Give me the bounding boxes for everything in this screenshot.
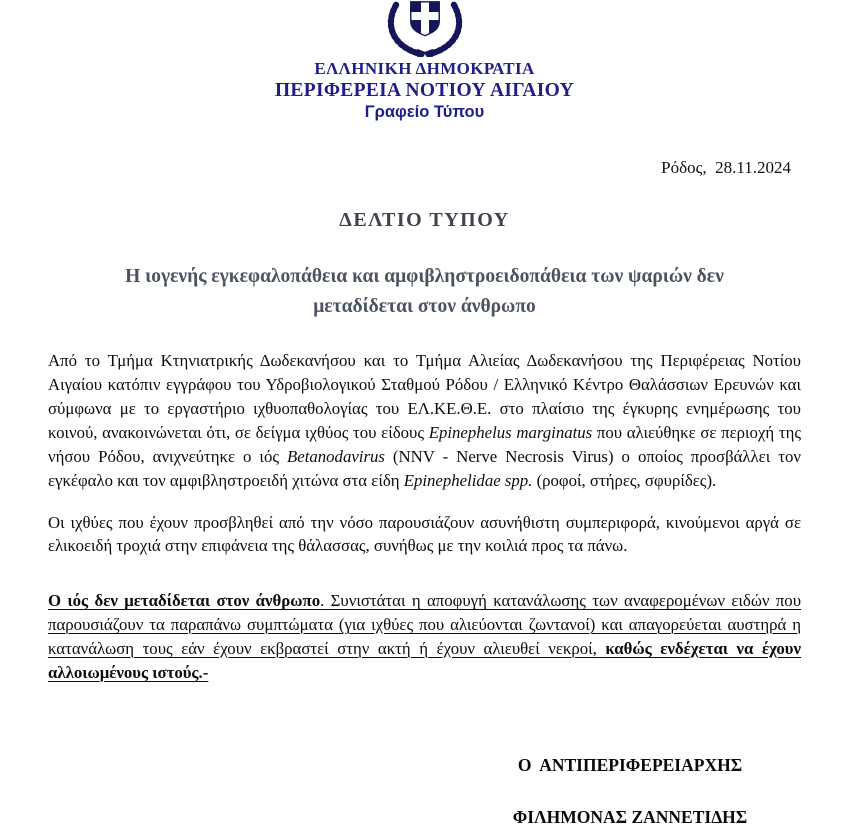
paragraph-announcement <box>48 349 801 492</box>
text-segment: . Συνιστάται η αποφυγή κατανάλωσης των αναφερομένων ειδών που παρουσιάζουν τα παραπάνω συμπτώματα (για ιχθύες που αλιεύονται ζωντανοί) και απαγορεύεται αυστηρά η κατανάλωση τους εάν έχουν εκβραστεί στην ακτή ή έχουν αλιευθεί νεκροί, <box>48 591 801 658</box>
text-segment: Από το Τμήμα Κτηνιατρικής Δωδεκανήσου και το Τμήμα Αλιείας Δωδεκανήσου της Περιφέρειας Νοτίου Αιγαίου κατόπιν εγγράφου του Υδροβιολογικού Σταθμού Ρόδου / Ελληνικό Κέντρο Θαλάσσιων Ερευνών και σύμφωνα με το εργαστήριο ιχθυοπαθολογίας του ΕΛ.ΚΕ.Θ.Ε. στο πλαίσιο της έγκυρης ενημέρωσης του κοινού, ανακοινώνεται ότι, σε δείγμα ιχθύος του είδους <box>48 351 801 442</box>
document-title: Η ιογενής εγκεφαλοπάθεια και αμφιβληστροειδοπάθεια των ψαριών δεν μεταδίδεται στον άνθρωπο <box>125 266 724 318</box>
signature-block <box>495 755 765 828</box>
letterhead <box>0 0 849 122</box>
paragraph-warning <box>48 589 801 684</box>
virus-name-betanodavirus: Betanodavirus <box>287 446 385 466</box>
closing-dash: .- <box>198 662 209 682</box>
warning-bold-tail: καθώς ενδέχεται να έχουν αλλοιωμένους ιστούς <box>48 638 802 682</box>
signature-name: ΦΙΛΗΜΟΝΑΣ ΖΑΝΝΕΤΙΔΗΣ <box>512 806 748 827</box>
press-release-label: ΔΕΛΤΙΟ ΤΥΠΟΥ <box>339 209 510 231</box>
text-segment: (ροφοί, στήρες, σφυρίδες). <box>532 470 717 490</box>
family-name-epinephelidae: Epinephelidae spp. <box>403 470 533 490</box>
warning-bold-lead: Ο ιός δεν μεταδίδεται στον άνθρωπο <box>48 591 321 611</box>
greek-coat-of-arms-icon <box>368 0 482 57</box>
paragraph-symptoms: Οι ιχθύες που έχουν προσβληθεί από την νόσο παρουσιάζουν ασυνήθιστη συμπεριφορά, κινούμενοι αργά σε ελικοειδή τροχιά στην επιφάνεια της θάλασσας, συνήθως με την κοιλιά προς τα πάνω. <box>48 512 801 556</box>
text-segment: (NNV - Nerve Necrosis Virus) ο οποίος προσβάλλει τον εγκέφαλο και τον αμφιβληστροειδή χιτώνα στα είδη <box>48 446 801 490</box>
letterhead-region: ΠΕΡΙΦΕΡΕΙΑ ΝΟΤΙΟΥ ΑΙΓΑΙΟΥ <box>274 80 575 101</box>
signature-role: Ο ΑΝΤΙΠΕΡΙΦΕΡΕΙΑΡΧΗΣ <box>517 754 743 775</box>
text-segment: που αλιεύθηκε σε περιοχή της νήσου Ρόδου, ανιχνεύτηκε ο ιός <box>48 422 802 466</box>
letterhead-republic: ΕΛΛΗΝΙΚΗ ΔΗΜΟΚΡΑΤΙΑ <box>314 59 535 78</box>
species-name-epinephelus: Epinephelus marginatus <box>428 422 593 442</box>
dateline: Ρόδος, 28.11.2024 <box>661 158 791 177</box>
letterhead-press-office: Γραφείο Τύπου <box>364 103 485 121</box>
